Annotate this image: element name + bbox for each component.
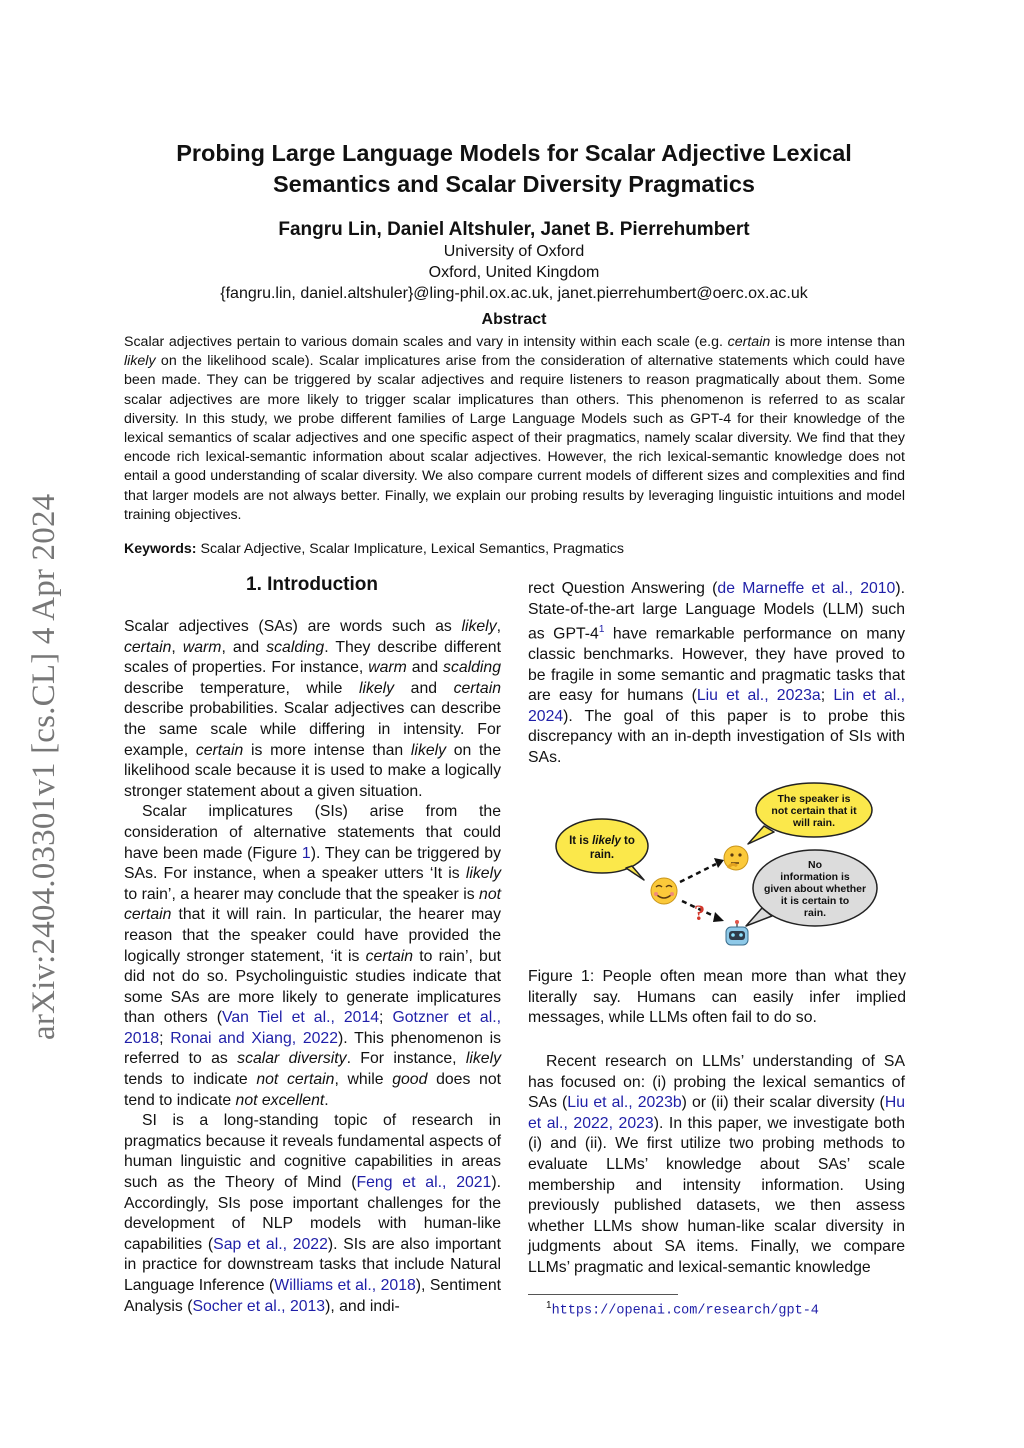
intro-paragraph-3: SI is a long-standing topic of research in pragmatics because it reveals fundamental aspects of human linguistic and cognitive capabilities in areas such as the Theory of Mind (Feng et al., 2021). Accordingly, SIs pose important challenges for the development of NLP models with human-like capabilities (Sap et al., 2022). SIs are also important in practice for downstream tasks that include Natural Language Inference (Williams et al., 2018), Sentiment Analysis (Socher et al., 2013), and indi- [124,1112,501,1315]
title-line-1: Probing Large Language Models for Scalar Adjective Lexical [176,140,852,166]
citation-link[interactable]: Socher et al., 2013 [192,1297,326,1315]
arxiv-identifier: arXiv:2404.03301v1 [cs.CL] 4 Apr 2024 [26,493,62,1040]
citation-link[interactable]: Liu et al., 2023b [567,1094,682,1112]
section-heading-introduction: 1. Introduction [246,574,378,595]
figure-1-illustration [548,780,893,955]
svg-text:given about whether: given about whether [763,883,867,895]
thinking-face-icon [724,846,748,870]
keywords-list: Scalar Adjective, Scalar Implicature, Lexical Semantics, Pragmatics [200,541,624,557]
svg-text:rain.: rain. [589,849,615,861]
smiling-face-icon [651,878,677,904]
keywords-label: Keywords: [124,541,197,557]
svg-text:No: No [808,859,822,871]
citation-link[interactable]: Ronai and Xiang, 2022 [170,1029,338,1047]
citation-link[interactable]: Lin et al., 2024 [528,687,906,725]
citation-link[interactable]: Hu et al., 2022, 2023 [528,1094,906,1132]
citation-link[interactable]: de Marneffe et al., 2010 [717,580,896,597]
intro-paragraph-1: Scalar adjectives (SAs) are words such as likely, certain, warm, and scalding. They describe different scales of properties. For instance, warm and scalding describe temperature, while likely and certain describe probabilities. Scalar adjectives can describe the same scale while differing in intensity. For example, certain is more intense than likely on the likelihood scale because it is used to make a logically stronger statement about a given situation. [124,618,502,800]
keywords [124,541,624,557]
affiliation-line-2: Oxford, United Kingdom [428,264,600,281]
authors: Fangru Lin, Daniel Altshuler, Janet B. Pierrehumbert [278,219,750,240]
figure-1-caption: Figure 1: People often mean more than what they literally say. Humans can easily infer implied messages, while LLMs often fail to do so. [528,968,906,1027]
citation-link[interactable]: Feng et al., 2021 [356,1174,492,1192]
footnote-mark: 1 [546,1300,552,1311]
inference-arrow [680,858,724,882]
abstract-text: is more intense than [770,334,905,350]
citation-link[interactable]: Van Tiel et al., 2014 [221,1009,380,1027]
footnote-divider [528,1294,678,1295]
svg-text:information is: information is [780,871,850,883]
speech-bubble-llm-literal [746,850,877,926]
right-column-bottom [528,1052,905,1279]
robot-icon [726,920,748,945]
affiliation-line-1: University of Oxford [443,243,585,260]
abstract-emphasis: likely [124,353,156,370]
intro-paragraph-2: Scalar implicatures (SIs) arise from the consideration of alternative statements that could have been made (Figure 1). They can be triggered by SAs. For instance, when a speaker utters ‘It is likely to rain’, a hearer may conclude that the speaker is not certain that it will rain. In particular, the hearer may reason that the speaker could have provided the logically stronger statement, ‘it is certain to rain’, but did not do so. Psycholinguistic studies indicate that some SAs are more likely to generate implicatures than others (Van Tiel et al., 2014; Gotzner et al., 2018; Ronai and Xiang, 2022). This phenomenon is referred to as scalar diversity. For instance, likely tends to indicate not certain, while good does not tend to indicate not excellent. [124,803,502,1109]
citation-link[interactable]: Williams et al., 2018 [274,1277,416,1294]
citation-link[interactable]: Sap et al., 2022 [213,1235,328,1253]
figure-reference-link[interactable]: 1 [301,844,311,862]
footnote-reference[interactable]: 1 [598,624,605,636]
title-line-2: Semantics and Scalar Diversity Pragmatics [273,171,755,197]
svg-text:it is certain to: it is certain to [780,895,850,907]
footnote-url-link[interactable]: https://openai.com/research/gpt-4 [551,1303,819,1319]
right-column-top [528,579,905,769]
citation-link[interactable]: Liu et al., 2023a [696,687,821,705]
speech-bubble-likely [556,819,648,880]
footnote [546,1300,819,1319]
abstract-emphasis: certain [727,334,771,350]
citation-link[interactable]: Gotzner et al., 2018 [124,1009,501,1047]
intro-paragraph-4: rect Question Answering (de Marneffe et al., 2010). State-of-the-art large Language Models (LLM) such as GPT-4$^1$ have remarkable performance on many classic benchmarks. However, they have proved to be fragile in some semantic and pragmatic tasks that are easy for humans (Liu et al., 2023a; Lin et al., 2024). The goal of this paper is to probe this discrepancy with an in-depth investigation of SIs with SAs. [528,580,906,767]
svg-text:not certain that it: not certain that it [771,805,857,817]
intro-paragraph-5: Recent research on LLMs’ understanding of SA has focused on: (i) probing the lexical semantics of SAs (Liu et al., 2023b) or (ii) their scalar diversity (Hu et al., 2022, 2023). In this paper, we investigate both (i) and (ii). We first utilize two probing methods to evaluate LLMs’ knowledge about SAs’ scale membership and intensity information. Using previously published datasets, we then assess whether LLMs show human-like scalar diversity in judgments about SA items. Finally, we compare LLMs’ pragmatic and lexical-semantic knowledge [528,1053,906,1276]
abstract-text: on the likelihood scale). Scalar implicatures arise from the consideration of alternative statements which could have been made. They can be triggered by scalar adjectives and require listeners to reason pragmatically about them. Some scalar adjectives are more likely to trigger scalar implicatures than others. This phenomenon is referred to as scalar diversity. In this study, we probe different families of Large Language Models such as GPT-4 for their knowledge of the lexical semantics of scalar adjectives and one specific aspect of their pragmatics, namely scalar diversity. We find that they encode rich lexical-semantic information about scalar adjectives. However, the rich lexical-semantic knowledge does not entail a good understanding of scalar diversity. We also compare current models of different sizes and complexities and find that larger models are not always better. Finally, we explain our probing results by leveraging linguistic intuitions and model training objectives. [124,353,905,523]
author-emails[interactable]: {fangru.lin, daniel.altshuler}@ling-phil.ox.ac.uk, janet.pierrehumbert@oerc.ox.ac.uk [220,285,808,302]
svg-text:will rain.: will rain. [792,817,836,829]
svg-text:The speaker is: The speaker is [777,793,851,805]
abstract-body [124,333,905,525]
left-column [124,617,501,1317]
abstract-heading: Abstract [481,311,547,328]
speech-bubble-human-inference [748,783,872,844]
abstract-text: Scalar adjectives pertain to various domain scales and vary in intensity within each scale (e.g. [124,334,728,350]
paper-title [124,138,904,200]
svg-text:rain.: rain. [803,907,827,919]
question-mark-icon: ? [694,900,705,925]
svg-text:It is likely to: It is likely to [569,835,635,847]
